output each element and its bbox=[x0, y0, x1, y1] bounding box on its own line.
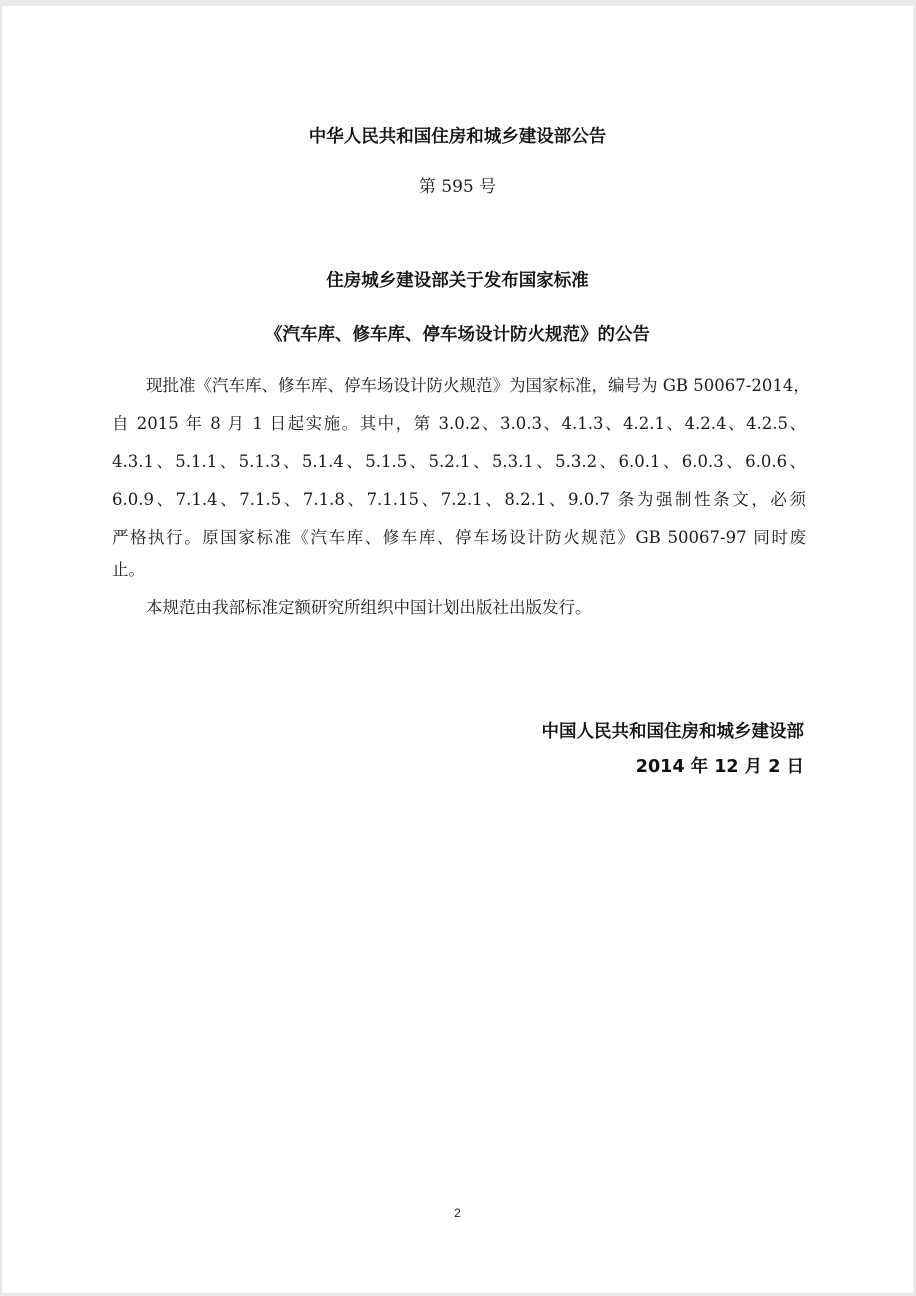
issue-date: 2014 年 12 月 2 日 bbox=[635, 757, 804, 777]
document-number: 第 595 号 bbox=[418, 177, 497, 197]
document-page bbox=[2, 6, 913, 1293]
body-paragraph-1-line-2: 自 2015 年 8 月 1 日起实施。其中，第 3.0.2、3.0.3、4.1.3、4.2.1、4.2.4、4.2.5、 bbox=[112, 414, 806, 433]
body-paragraph-1-line-6: 止。 bbox=[112, 560, 145, 579]
body-paragraph-1-line-1: 现批准《汽车库、修车库、停车场设计防火规范》为国家标准，编号为 GB 50067-2014， bbox=[146, 376, 810, 395]
announcement-heading-line-2: 《汽车库、修车库、停车场设计防火规范》的公告 bbox=[265, 325, 650, 345]
page-number: 2 bbox=[454, 1206, 461, 1220]
document-title: 中华人民共和国住房和城乡建设部公告 bbox=[308, 127, 607, 147]
issuer-signature: 中国人民共和国住房和城乡建设部 bbox=[541, 722, 804, 742]
announcement-heading-line-1: 住房城乡建设部关于发布国家标准 bbox=[326, 271, 589, 291]
body-paragraph-1-line-3: 4.3.1、5.1.1、5.1.3、5.1.4、5.1.5、5.2.1、5.3.1、5.3.2、6.0.1、6.0.3、6.0.6、 bbox=[112, 452, 806, 471]
body-paragraph-2: 本规范由我部标准定额研究所组织中国计划出版社出版发行。 bbox=[146, 598, 592, 617]
body-paragraph-1-line-5: 严格执行。原国家标准《汽车库、修车库、停车场设计防火规范》GB 50067-97 同时废 bbox=[112, 528, 806, 547]
body-paragraph-1-line-4: 6.0.9、7.1.4、7.1.5、7.1.8、7.1.15、7.2.1、8.2.1、9.0.7 条为强制性条文，必须 bbox=[112, 490, 806, 509]
